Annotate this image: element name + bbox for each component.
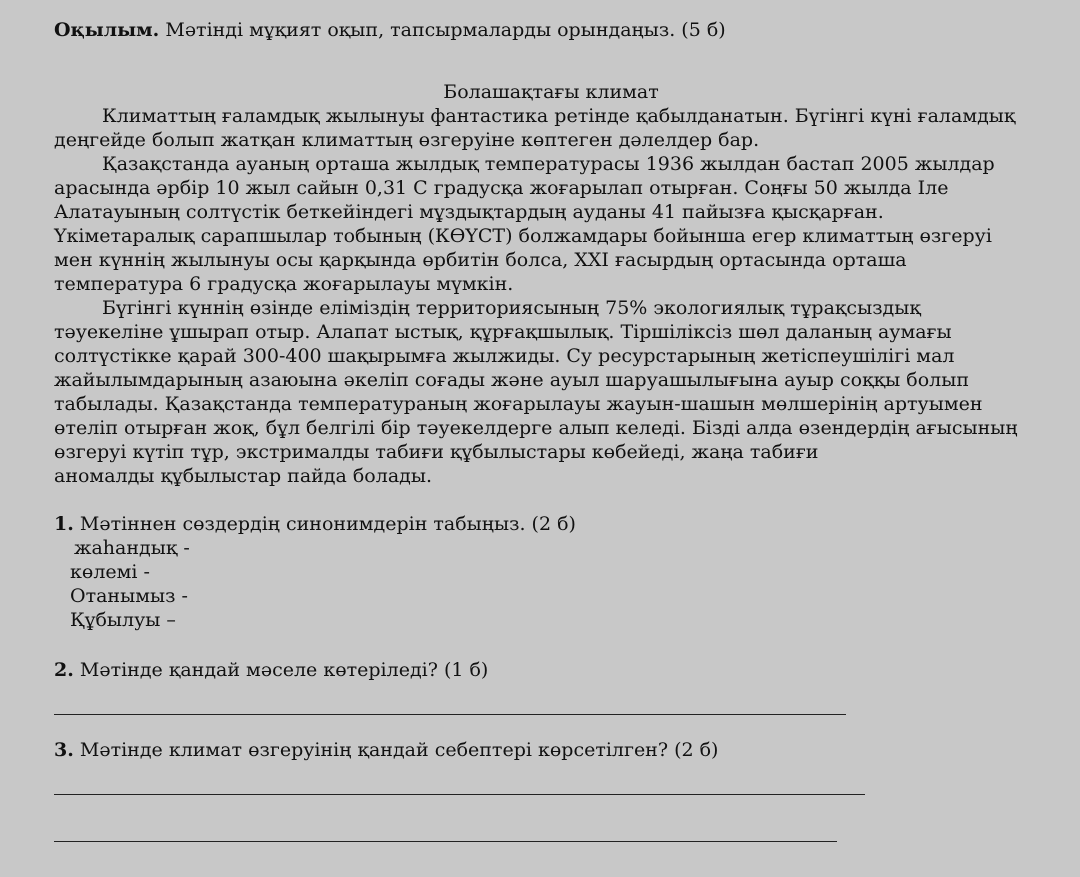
paragraph-2-line-5: мен күннің жылынуы осы қарқында өрбитін болса, XXI ғасырдың ортасында орташа	[54, 249, 907, 271]
question-3	[54, 738, 1064, 762]
paragraph-2-line-2: арасында әрбір 10 жыл сайын 0,31 С градусқа жоғарылап отырған. Соңғы 50 жылда Іле	[54, 177, 949, 199]
paragraph-3-line-5: табылады. Қазақстанда температураның жоғарылауы жауын-шашын мөлшерінің артуымен	[54, 393, 983, 415]
synonym-item-4: Құбылуы –	[70, 609, 176, 631]
question-1	[54, 512, 1064, 536]
paragraph-3-line-7: өзгеруі күтіп тұр, экстрималды табиғи құбылыстары көбейеді, жаңа табиғи	[54, 441, 819, 463]
header-title: Оқылым.	[54, 19, 160, 41]
text-title: Болашақтағы климат	[443, 81, 659, 103]
question-3-answer-line-2[interactable]	[54, 841, 837, 842]
paragraph-1-line-2: деңгейде болып жатқан климаттың өзгеруіне көптеген дәлелдер бар.	[54, 129, 760, 151]
question-3-number: 3.	[54, 739, 74, 761]
paragraph-3-line-6: өтеліп отырған жоқ, бұл белгілі бір тәуекелдерге алып келеді. Бізді алда өзендердің ағысының	[54, 417, 1018, 439]
question-2	[54, 658, 1064, 682]
reading-worksheet	[54, 18, 1064, 842]
paragraph-2-line-6: температура 6 градусқа жоғарылауы мүмкін.	[54, 273, 514, 295]
question-2-text: Мәтінде қандай мәселе көтеріледі? (1 б)	[79, 659, 489, 681]
paragraph-3-line-2: тәуекеліне ұшырап отыр. Алапат ыстық, құрғақшылық. Тіршіліксіз шөл даланың аумағы	[54, 321, 952, 343]
paragraph-2-line-1: Қазақстанда ауаның орташа жылдық температурасы 1936 жылдан бастап 2005 жылдар	[102, 153, 995, 175]
paragraph-3-line-1: Бүгінгі күннің өзінде еліміздің территориясының 75% экологиялық тұрақсыздық	[102, 297, 921, 319]
question-1-number: 1.	[54, 513, 74, 535]
header-line	[54, 18, 1064, 42]
question-2-number: 2.	[54, 659, 74, 681]
paragraph-3-line-4: жайылымдарының азаюына әкеліп соғады және ауыл шаруашылығына ауыр соққы болып	[54, 369, 969, 391]
header-instruction: Мәтінді мұқият оқып, тапсырмаларды орындаңыз. (5 б)	[165, 19, 726, 41]
paragraph-2-line-4: Үкіметаралық сарапшылар тобының (КӨҮСТ) болжамдары бойынша егер климаттың өзгеруі	[54, 225, 992, 247]
paragraph-3-line-8: аномалды құбылыстар пайда болады.	[54, 465, 433, 487]
synonym-item-1: жаһандық -	[74, 537, 190, 559]
question-3-text: Мәтінде климат өзгеруінің қандай себептері көрсетілген? (2 б)	[79, 739, 719, 761]
synonym-item-2: көлемі -	[70, 561, 150, 583]
question-1-text: Мәтіннен сөздердің синонимдерін табыңыз. (2 б)	[79, 513, 576, 535]
paragraph-1-line-1: Климаттың ғаламдық жылынуы фантастика ретінде қабылданатын. Бүгінгі күні ғаламдық	[102, 105, 1016, 127]
paragraph-2-line-3: Алатауының солтүстік беткейіндегі мұздықтардың ауданы 41 пайызға қысқарған.	[54, 201, 884, 223]
paragraph-3-line-3: солтүстікке қарай 300-400 шақырымға жылжиды. Су ресурстарының жетіспеушілігі мал	[54, 345, 955, 367]
synonym-item-3: Отанымыз -	[70, 585, 188, 607]
